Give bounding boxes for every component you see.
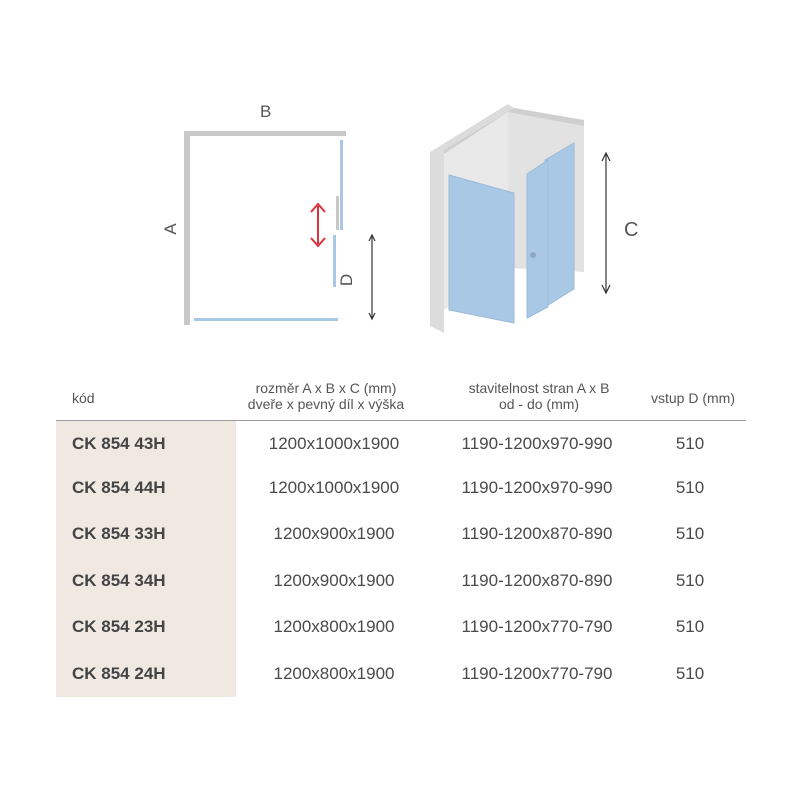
label-c: C [624,219,639,241]
header-size-line1: rozměr A x B x C (mm) [255,380,397,396]
row-code: CK 854 23H [72,617,166,636]
label-a: A [161,223,180,235]
row-size: 1200x800x1900 [273,664,395,683]
adjust-arrow-icon [311,204,325,246]
top-view-plan [161,102,375,325]
table-row [56,511,746,557]
glass-fixed-panel [545,143,574,307]
row-adjust: 1190-1200x770-790 [461,617,613,636]
row-size: 1200x900x1900 [273,524,395,543]
header-adjust [434,380,644,424]
row-code: CK 854 43H [72,434,166,453]
table-row [56,604,746,650]
row-entry: 510 [675,434,705,453]
row-size: 1200x800x1900 [273,617,395,636]
table-row [56,558,746,604]
row-code: CK 854 34H [72,571,166,590]
row-size: 1200x1000x1900 [268,434,400,453]
perspective-view [430,104,638,333]
label-d: D [337,273,356,287]
header-adjust-line1: stavitelnost stran A x B [468,380,610,396]
label-b: B [260,102,272,121]
glass-sliding-panel [527,160,548,318]
door-handle-icon [530,252,536,258]
row-adjust: 1190-1200x870-890 [461,524,613,543]
shower-diagrams [0,0,800,360]
row-size: 1200x1000x1900 [268,478,400,497]
row-code: CK 854 44H [72,478,166,497]
dimension-d-arrow-icon [369,235,375,319]
row-entry: 510 [675,571,705,590]
row-code: CK 854 24H [72,664,166,683]
row-adjust: 1190-1200x970-990 [461,434,613,453]
header-size-line2: dveře x pevný díl x výška [247,396,405,412]
dimension-c-arrow-icon [602,153,610,293]
row-entry: 510 [675,617,705,636]
row-entry: 510 [675,524,705,543]
table-row [56,465,746,511]
row-code: CK 854 33H [72,524,166,543]
row-size: 1200x900x1900 [273,571,395,590]
header-code: kód [72,390,95,406]
row-entry: 510 [675,478,705,497]
plan-adjust-profile [336,196,339,230]
row-adjust: 1190-1200x970-990 [461,478,613,497]
header-size [226,380,426,424]
table-row [56,421,746,467]
plan-glass-bottom [194,318,338,321]
glass-door [449,175,514,323]
plan-wall-top [184,131,346,136]
row-entry: 510 [675,664,705,683]
plan-door [333,235,336,287]
row-adjust: 1190-1200x770-790 [461,664,613,683]
row-adjust: 1190-1200x870-890 [461,571,613,590]
plan-wall-left [184,131,190,325]
plan-glass-fixed [340,140,343,230]
table-row [56,651,746,697]
header-adjust-line2: od - do (mm) [498,396,580,412]
header-entry: vstup D (mm) [651,390,735,406]
